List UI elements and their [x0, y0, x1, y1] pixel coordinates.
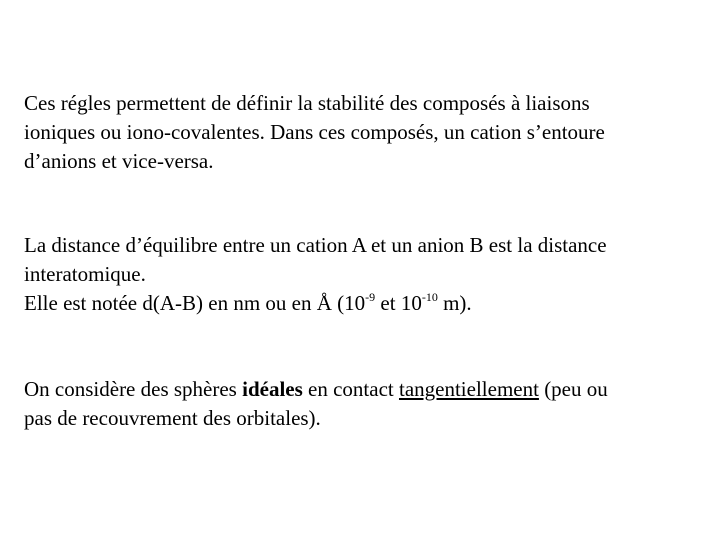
paragraph2-line3 — [24, 289, 704, 318]
paragraph-stability-rules — [24, 89, 704, 176]
paragraph3-line2: pas de recouvrement des orbitales). — [24, 406, 321, 430]
paragraph2-line3-text3: m). — [437, 291, 472, 315]
paragraph2-line3-text2: et 10 — [375, 291, 422, 315]
paragraph3-line1-text3: (peu ou — [538, 377, 608, 401]
exponent-angstrom: -10 — [421, 290, 438, 304]
paragraph1-line1: Ces régles permettent de définir la stabilité des composés à liaisons — [24, 91, 590, 115]
exponent-nm: -9 — [365, 290, 376, 304]
paragraph2-line1: La distance d’équilibre entre un cation A et un anion B est la distance — [24, 233, 607, 257]
bold-word-ideales: idéales — [242, 377, 303, 401]
underlined-word-tangentiellement: tangentiellement — [398, 377, 539, 401]
paragraph3-line1-text2: en contact — [302, 377, 399, 401]
paragraph1-line2: ioniques ou iono-covalentes. Dans ces composés, un cation s’entoure — [24, 120, 605, 144]
paragraph2-line3-text1: Elle est notée d(A-B) en nm ou en Å (10 — [24, 291, 366, 315]
paragraph2-line2: interatomique. — [24, 262, 146, 286]
paragraph3-line1-text1: On considère des sphères — [24, 377, 243, 401]
paragraph-ideal-spheres — [24, 375, 704, 433]
paragraph-interatomic-distance — [24, 231, 704, 318]
paragraph3-line1 — [24, 375, 704, 404]
paragraph1-line3: d’anions et vice-versa. — [24, 149, 214, 173]
